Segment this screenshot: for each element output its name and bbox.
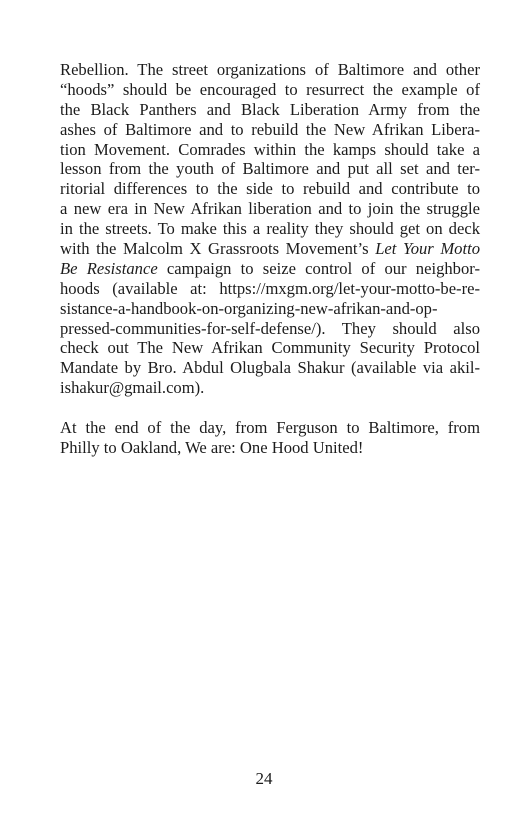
paragraph-1 bbox=[60, 60, 480, 398]
text-segment: with the Malcolm X Grassroots Movement’s bbox=[60, 239, 376, 259]
text-line: pressed-communities-for-self-defense/). They should also bbox=[60, 318, 480, 338]
text-line: Rebellion. The street organizations of Baltimore and other bbox=[60, 60, 480, 79]
paragraph-2 bbox=[60, 418, 480, 458]
text-line: Mandate by Bro. Abdul Olugbala Shakur (available via akil- bbox=[60, 358, 480, 378]
text-line: At the end of the day, from Ferguson to Baltimore, from bbox=[60, 418, 480, 438]
text-line: check out The New Afrikan Community Security Protocol bbox=[60, 338, 480, 358]
body-text bbox=[60, 60, 480, 458]
text-line: Philly to Oakland, We are: One Hood United! bbox=[60, 437, 364, 457]
text-line: sistance-a-handbook-on-organizing-new-afrikan-and-op- bbox=[60, 298, 438, 318]
text-line: a new era in New Afrikan liberation and to join the struggle bbox=[60, 199, 480, 219]
text-line bbox=[60, 239, 480, 259]
text-line: tion Movement. Comrades within the kamps should take a bbox=[60, 139, 480, 159]
text-line bbox=[60, 259, 480, 279]
text-line: ishakur@gmail.com). bbox=[60, 378, 205, 398]
text-line: the Black Panthers and Black Liberation Army from the bbox=[60, 99, 480, 119]
text-segment: campaign to seize control of our neighbor- bbox=[157, 258, 480, 278]
text-line: in the streets. To make this a reality they should get on deck bbox=[60, 219, 480, 239]
page-number: 24 bbox=[255, 769, 273, 788]
book-title-italic: Let Your Motto bbox=[375, 239, 480, 259]
book-title-italic: Be Resistance bbox=[60, 258, 158, 278]
text-line: “hoods” should be encouraged to resurrect the example of bbox=[60, 79, 480, 99]
paragraph-gap bbox=[60, 398, 480, 418]
text-line: ritorial differences to the side to rebuild and contribute to bbox=[60, 179, 480, 199]
text-line: ashes of Baltimore and to rebuild the New Afrikan Libera- bbox=[60, 119, 480, 139]
text-line: hoods (available at: https://mxgm.org/let-your-motto-be-re- bbox=[60, 278, 480, 298]
text-line: lesson from the youth of Baltimore and put all set and ter- bbox=[60, 159, 480, 179]
